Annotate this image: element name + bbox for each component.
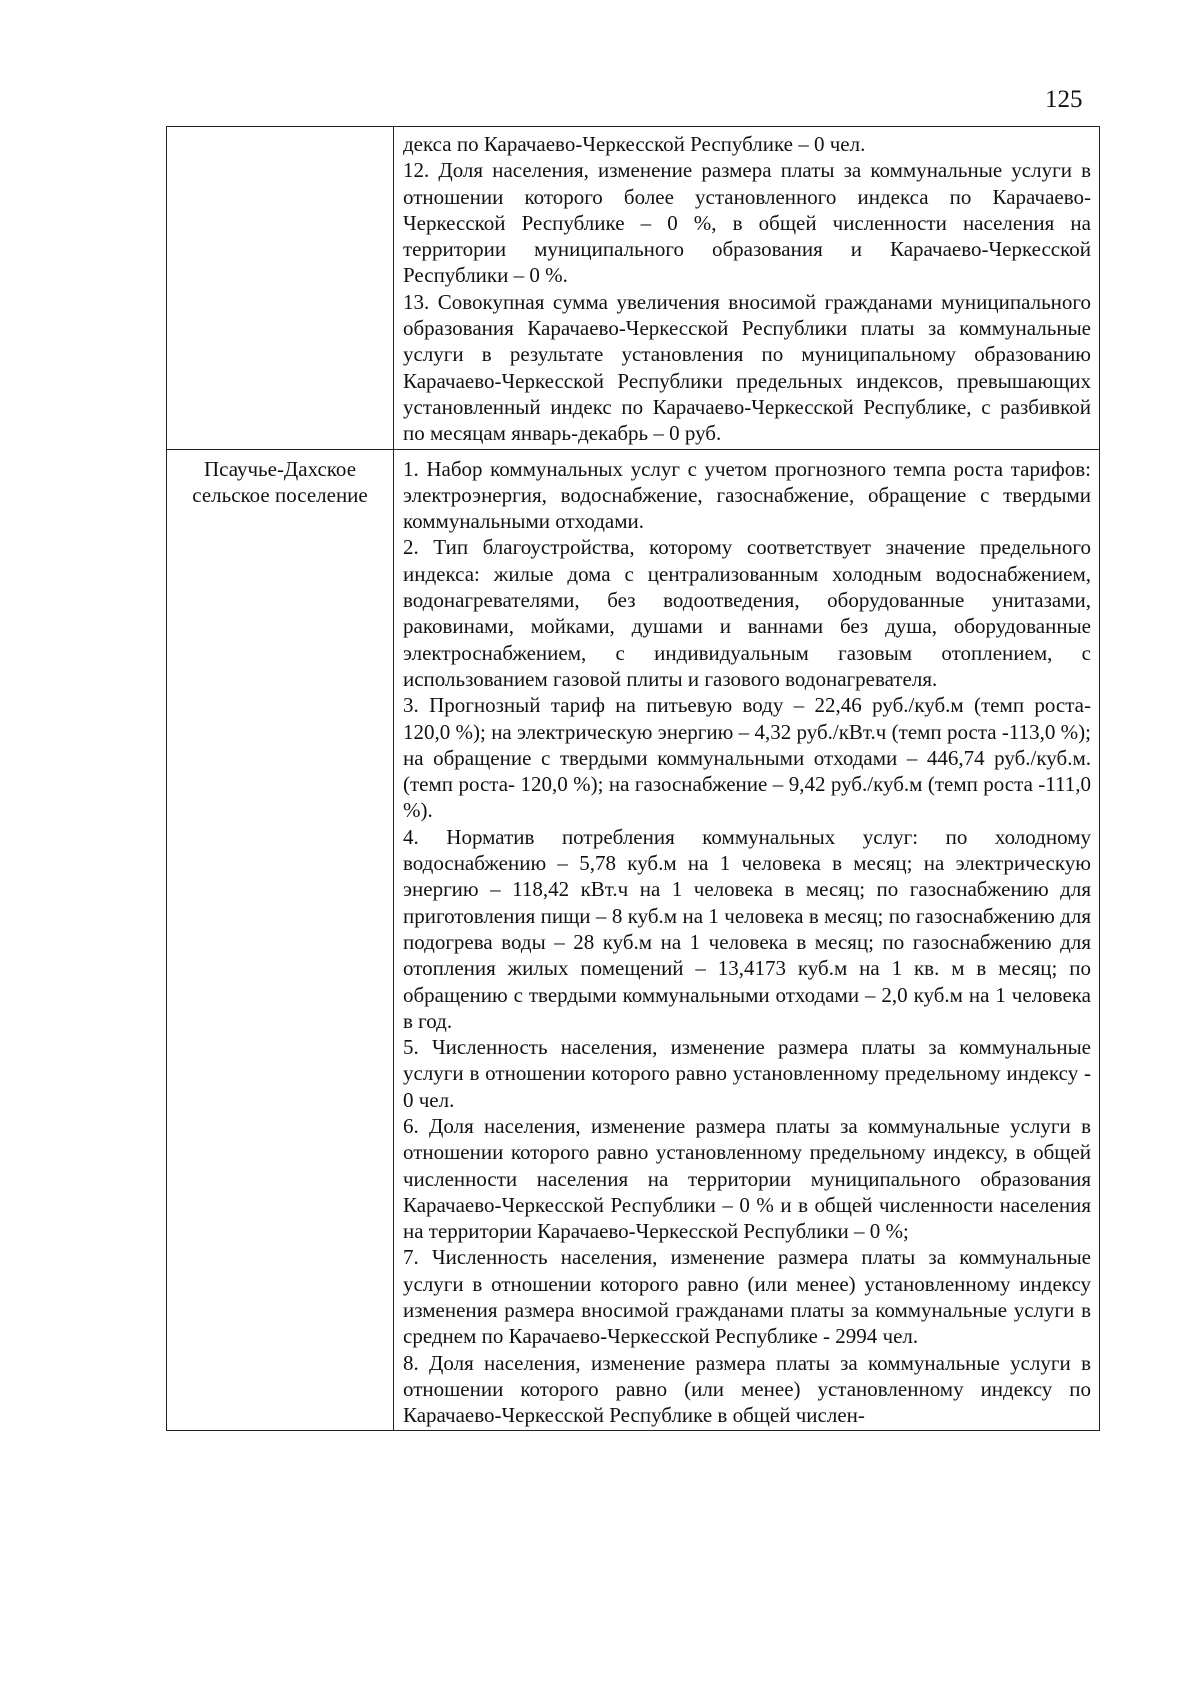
page-number: 125	[1045, 86, 1083, 113]
table-row	[167, 449, 1100, 1430]
description-paragraph: 4. Норматив потребления коммунальных услуг: по холодному водоснабжению – 5,78 куб.м на 1 человека в месяц; на электрическую энергию – 118,42 кВт.ч на 1 человека в месяц; по газоснабжению для приготовления пищи – 8 куб.м на 1 человека в месяц; по газоснабжению для подогрева воды – 28 куб.м на 1 человека в месяц; по газоснабжению для отопления жилых помещений – 13,4173 куб.м на 1 кв. м в месяц; по обращению с твердыми коммунальными отходами – 2,0 куб.м на 1 человека в год.	[403, 824, 1091, 1033]
description-paragraph: 5. Численность населения, изменение размера платы за коммунальные услуги в отношении которого равно установленному предельному индексу - 0 чел.	[403, 1035, 1091, 1112]
document-table	[166, 126, 1100, 1431]
description-cell	[394, 127, 1100, 450]
description-paragraph: 3. Прогнозный тариф на питьевую воду – 22,46 руб./куб.м (темп роста- 120,0 %); на электрическую энергию – 4,32 руб./кВт.ч (темп роста -113,0 %); на обращение с твердыми коммунальными отходами – 446,74 руб./куб.м. (темп роста- 120,0 %); на газоснабжение – 9,42 руб./куб.м (темп роста -111,0 %).	[403, 693, 1091, 823]
description-paragraph: 7. Численность населения, изменение размера платы за коммунальные услуги в отношении которого равно (или менее) установленному индексу изменения размера вносимой гражданами платы за коммунальные услуги в среднем по Карачаево-Черкесской Республике - 2994 чел.	[403, 1245, 1091, 1349]
description-paragraph: 2. Тип благоустройства, которому соответствует значение предельного индекса: жилые дома с централизованным холодным водоснабжением, водонагревателями, без водоотведения, оборудованные унитазами, раковинами, мойками, душами и ваннами без душа, оборудованные электроснабжением, с индивидуальным газовым отоплением, с использованием газовой плиты и газового водонагревателя.	[403, 535, 1091, 691]
description-paragraph: декса по Карачаево-Черкесской Республике – 0 чел.	[403, 132, 866, 156]
description-paragraph: 13. Совокупная сумма увеличения вносимой гражданами муниципального образования Карачаево-Черкесской Республики платы за коммунальные услуги в результате установления по муниципальному образованию Карачаево-Черкесской Республики предельных индексов, превышающих установленный индекс по Карачаево-Черкесской Республике, с разбивкой по месяцам январь-декабрь – 0 руб.	[403, 289, 1091, 446]
municipality-name: Псаучье-Дахское сельское поселение	[192, 456, 368, 507]
municipality-name-cell	[167, 449, 394, 1430]
description-paragraph: 1. Набор коммунальных услуг с учетом прогнозного темпа роста тарифов: электроэнергия, водоснабжение, газоснабжение, обращение с твердыми коммунальными отходами.	[403, 456, 1091, 534]
municipality-name-cell	[167, 127, 394, 450]
description-paragraph: 6. Доля населения, изменение размера платы за коммунальные услуги в отношении которого равно установленному предельному индексу, в общей численности населения на территории муниципального образования Карачаево-Черкесской Республики – 0 % и в общей численности населения на территории Карачаево-Черкесской Республики – 0 %;	[403, 1113, 1091, 1244]
description-paragraph: 8. Доля населения, изменение размера платы за коммунальные услуги в отношении которого равно (или менее) установленному индексу по Карачаево-Черкесской Республике в общей числен-	[403, 1350, 1091, 1428]
description-paragraph: 12. Доля населения, изменение размера платы за коммунальные услуги в отношении которого более установленного индекса по Карачаево-Черкесской Республике – 0 %, в общей численности населения на территории муниципального образования и Карачаево-Черкесской Республики – 0 %.	[403, 158, 1091, 288]
municipality-name	[167, 127, 393, 133]
table-row	[167, 127, 1100, 450]
description-cell	[394, 449, 1100, 1430]
